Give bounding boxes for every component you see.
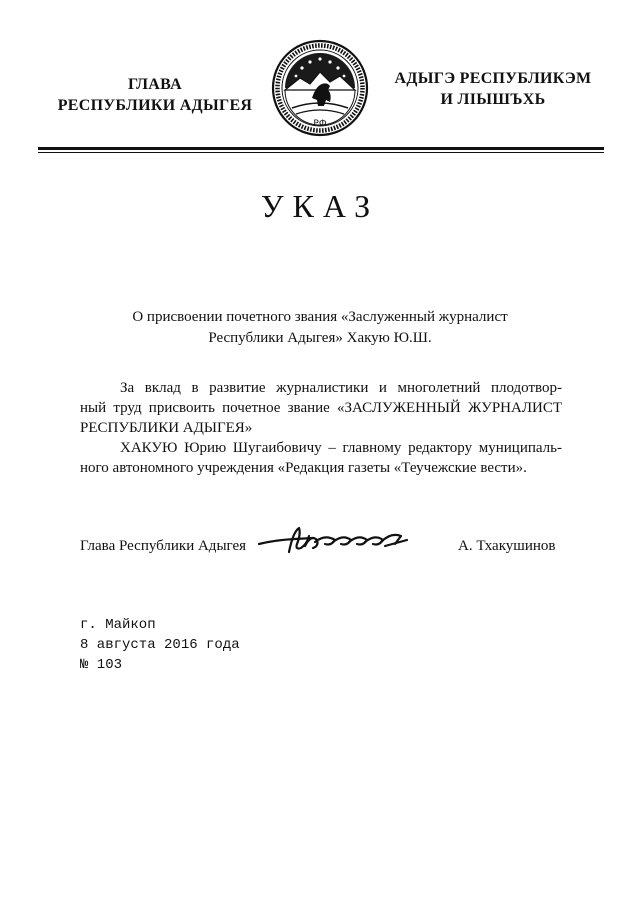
document-date: 8 августа 2016 года [80,637,240,653]
handwritten-signature-icon [255,522,415,558]
subject-line-2: Республики Адыгея» Хакую Ю.Ш. [208,330,432,346]
document-number: № 103 [80,657,123,673]
body-line-1: За вклад в развитие журналистики и многолетний плодотвор- [120,380,562,396]
header-right-line2: И ЛІЫШЪХЬ [440,91,546,108]
document-place: г. Майкоп [80,617,156,633]
header-right-title [388,68,598,110]
header-divider-thick [38,147,604,150]
body-line-3: РЕСПУБЛИКИ АДЫГЕЯ» [80,420,253,436]
svg-text:РФ: РФ [313,119,327,129]
signatory-name: А. Тхакушинов [458,538,556,554]
header-right-line1: АДЫГЭ РЕСПУБЛИКЭМ [394,70,592,87]
header-left-line2: РЕСПУБЛИКИ АДЫГЕЯ [57,97,253,114]
signatory-position: Глава Республики Адыгея [80,538,247,554]
header-left-title [44,74,266,116]
body-line-4: ХАКУЮ Юрию Шугаибовичу – главному редактору муниципаль- [120,440,562,456]
republic-emblem-icon [270,38,370,138]
body-line-5: ного автономного учреждения «Редакция газеты «Теучежские вести». [80,460,527,476]
header-left-line1: ГЛАВА [128,76,182,93]
document-title: УКАЗ [260,188,380,224]
subject-line-1: О присвоении почетного звания «Заслуженный журналист [132,309,508,325]
body-line-2: ный труд присвоить почетное звание «ЗАСЛУЖЕННЫЙ ЖУРНАЛИСТ [80,400,562,416]
header-divider-thin [38,152,604,153]
